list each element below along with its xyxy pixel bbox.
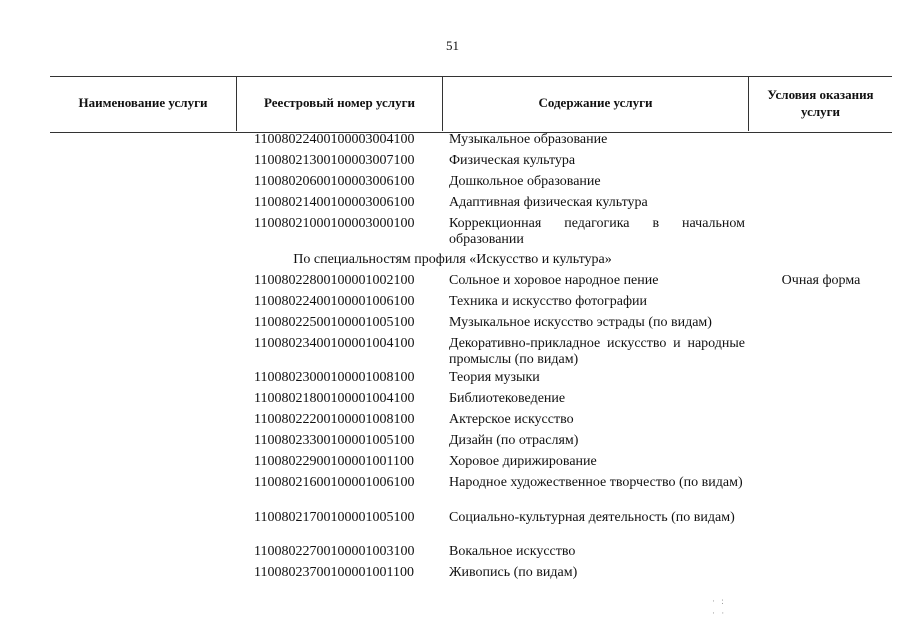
registry-number: 11008023300100001005100 [254, 433, 415, 448]
registry-number: 11008023000100001008100 [254, 370, 415, 385]
service-content: Народное художественное творчество (по видам) [449, 475, 743, 490]
header-service-name: Наименование услуги [78, 95, 208, 111]
service-content: Сольное и хоровое народное пение [449, 273, 659, 288]
header-service-content: Содержание услуги [538, 95, 653, 111]
service-content: Дизайн (по отраслям) [449, 433, 579, 448]
registry-number: 11008021600100001006100 [254, 475, 415, 490]
service-content: Вокальное искусство [449, 544, 576, 559]
service-content: Хоровое дирижирование [449, 454, 597, 469]
service-content: Коррекционная педагогика в начальном образовании [449, 216, 745, 247]
service-content: Адаптивная физическая культура [449, 195, 648, 210]
service-content: Техника и искусство фотографии [449, 294, 648, 309]
registry-number: 11008022900100001001100 [254, 454, 414, 469]
registry-number: 11008021400100003006100 [254, 195, 415, 210]
registry-number: 11008022400100001006100 [254, 294, 415, 309]
service-content: Дошкольное образование [449, 174, 601, 189]
registry-number: 11008022500100001005100 [254, 315, 415, 330]
registry-number: 11008022400100003004100 [254, 132, 415, 147]
service-content: Физическая культура [449, 153, 576, 168]
registry-number: 11008020600100003006100 [254, 174, 415, 189]
service-content: Актерское искусство [449, 412, 574, 427]
registry-number: 11008022800100001002100 [254, 273, 415, 288]
registry-number: 11008021000100003000100 [254, 216, 415, 231]
header-conditions: Условия оказания услуги [767, 87, 874, 119]
service-content: Теория музыки [449, 370, 540, 385]
delivery-condition: Очная форма [781, 273, 861, 288]
registry-number: 11008021800100001004100 [254, 391, 415, 406]
service-content: Музыкальное образование [449, 132, 608, 147]
registry-number: 11008021700100001005100 [254, 510, 415, 525]
page-number: 51 [446, 38, 459, 53]
registry-number: 11008022200100001008100 [254, 412, 415, 427]
section-title: По специальностям профиля «Искусство и культура» [293, 252, 612, 267]
service-content: Социально-культурная деятельность (по видам) [449, 510, 735, 525]
service-content: Живопись (по видам) [449, 565, 578, 580]
service-content: Декоративно-прикладное искусство и народные промыслы (по видам) [449, 336, 745, 367]
service-content: Библиотековедение [449, 391, 566, 406]
scan-specks: · : · · [712, 596, 727, 618]
registry-number: 11008023700100001001100 [254, 565, 414, 580]
registry-number: 11008022700100001003100 [254, 544, 415, 559]
service-content: Музыкальное искусство эстрады (по видам) [449, 315, 712, 330]
registry-number: 11008023400100001004100 [254, 336, 415, 351]
header-registry-number: Реестровый номер услуги [263, 95, 415, 111]
registry-number: 11008021300100003007100 [254, 153, 415, 168]
